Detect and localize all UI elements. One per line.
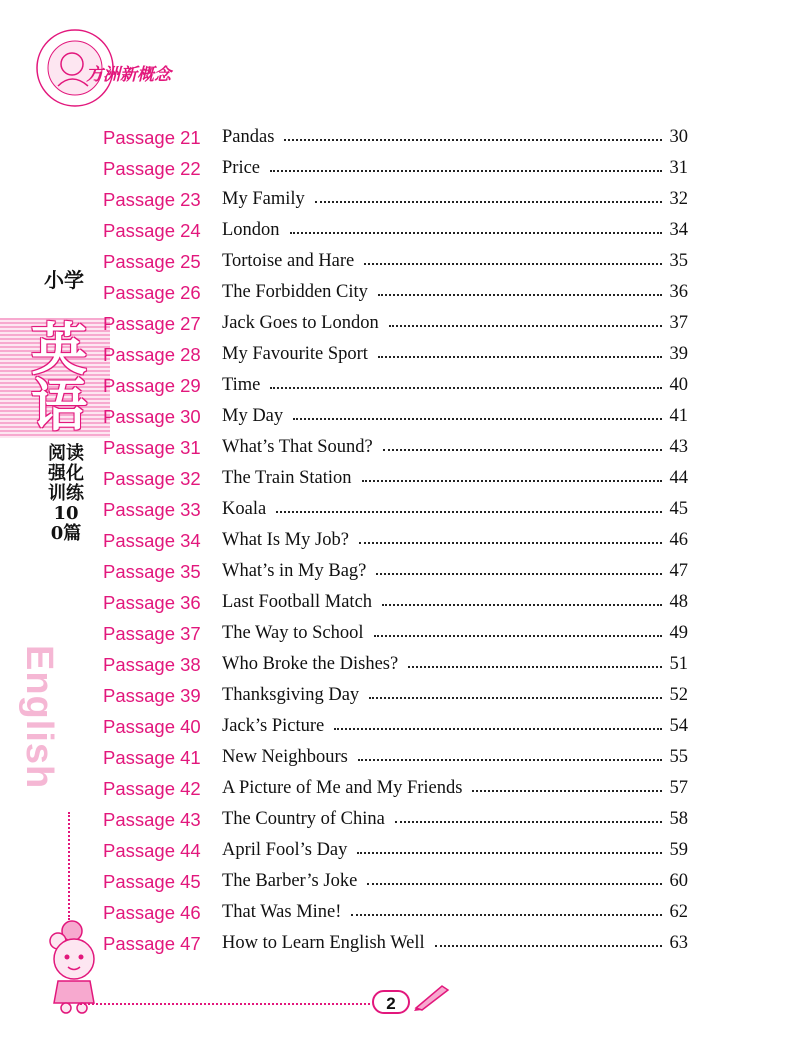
passage-page-number: 49 <box>669 623 688 643</box>
dot-leader <box>315 201 662 203</box>
passage-number: Passage 33 <box>103 498 201 520</box>
dot-leader <box>270 170 662 172</box>
toc-entry[interactable] <box>103 215 688 246</box>
passage-title: Pandas <box>222 127 275 147</box>
passage-title: How to Learn English Well <box>222 933 425 953</box>
passage-page-number: 54 <box>669 716 688 736</box>
dot-leader <box>378 294 662 296</box>
passage-number: Passage 32 <box>103 467 201 489</box>
passage-number: Passage 46 <box>103 901 201 923</box>
passage-page-number: 57 <box>669 778 688 798</box>
passage-page-number: 43 <box>669 437 688 457</box>
passage-number: Passage 28 <box>103 343 201 365</box>
dot-leader <box>435 945 662 947</box>
passage-title: What Is My Job? <box>222 530 349 550</box>
dot-leader <box>358 759 662 761</box>
passage-page-number: 34 <box>669 220 688 240</box>
passage-number: Passage 44 <box>103 839 201 861</box>
passage-page-number: 59 <box>669 840 688 860</box>
passage-title: Koala <box>222 499 267 519</box>
toc-entry[interactable] <box>103 773 688 804</box>
dot-leader <box>334 728 662 730</box>
passage-title: London <box>222 220 280 240</box>
dot-leader <box>362 480 662 482</box>
passage-title: My Family <box>222 189 305 209</box>
passage-page-number: 31 <box>669 158 688 178</box>
passage-page-number: 45 <box>669 499 688 519</box>
passage-title: April Fool’s Day <box>222 840 348 860</box>
table-of-contents <box>103 122 688 959</box>
side-dotted-line <box>68 812 70 920</box>
passage-title: The Train Station <box>222 468 352 488</box>
toc-entry[interactable] <box>103 928 688 959</box>
passage-page-number: 52 <box>669 685 688 705</box>
dot-leader <box>382 604 662 606</box>
passage-title: What’s That Sound? <box>222 437 373 457</box>
toc-entry[interactable] <box>103 897 688 928</box>
passage-title: The Forbidden City <box>222 282 368 302</box>
toc-entry[interactable] <box>103 742 688 773</box>
page-number: 2 <box>372 990 410 1014</box>
passage-page-number: 60 <box>669 871 688 891</box>
dot-leader <box>472 790 662 792</box>
toc-entry[interactable] <box>103 339 688 370</box>
passage-title: What’s in My Bag? <box>222 561 367 581</box>
logo-text: 方洲新概念 <box>86 65 171 85</box>
toc-entry[interactable] <box>103 184 688 215</box>
passage-number: Passage 21 <box>103 126 201 148</box>
toc-entry[interactable] <box>103 246 688 277</box>
passage-number: Passage 36 <box>103 591 201 613</box>
dot-leader <box>293 418 662 420</box>
passage-number: Passage 22 <box>103 157 201 179</box>
passage-number: Passage 38 <box>103 653 201 675</box>
passage-number: Passage 43 <box>103 808 201 830</box>
passage-page-number: 35 <box>669 251 688 271</box>
toc-entry[interactable] <box>103 122 688 153</box>
toc-entry[interactable] <box>103 835 688 866</box>
passage-page-number: 36 <box>669 282 688 302</box>
passage-title: That Was Mine! <box>222 902 342 922</box>
passage-number: Passage 23 <box>103 188 201 210</box>
toc-entry[interactable] <box>103 432 688 463</box>
toc-entry[interactable] <box>103 680 688 711</box>
dot-leader <box>383 449 662 451</box>
passage-number: Passage 42 <box>103 777 201 799</box>
passage-title: Price <box>222 158 261 178</box>
passage-number: Passage 30 <box>103 405 201 427</box>
dot-leader <box>378 356 662 358</box>
toc-entry[interactable] <box>103 711 688 742</box>
passage-page-number: 46 <box>669 530 688 550</box>
toc-entry[interactable] <box>103 463 688 494</box>
side-title-english-subject: 英语 <box>31 317 87 439</box>
passage-number: Passage 27 <box>103 312 201 334</box>
toc-entry[interactable] <box>103 618 688 649</box>
dot-leader <box>374 635 662 637</box>
passage-number: Passage 24 <box>103 219 201 241</box>
dot-leader <box>389 325 662 327</box>
passage-number: Passage 34 <box>103 529 201 551</box>
toc-entry[interactable] <box>103 494 688 525</box>
dot-leader <box>351 914 662 916</box>
toc-entry[interactable] <box>103 277 688 308</box>
passage-page-number: 32 <box>669 189 688 209</box>
passage-title: The Country of China <box>222 809 385 829</box>
dot-leader <box>367 883 662 885</box>
passage-number: Passage 29 <box>103 374 201 396</box>
toc-entry[interactable] <box>103 370 688 401</box>
toc-entry[interactable] <box>103 866 688 897</box>
dot-leader <box>357 852 662 854</box>
passage-title: A Picture of Me and My Friends <box>222 778 463 798</box>
passage-number: Passage 39 <box>103 684 201 706</box>
passage-page-number: 48 <box>669 592 688 612</box>
toc-entry[interactable] <box>103 804 688 835</box>
passage-number: Passage 47 <box>103 932 201 954</box>
passage-page-number: 44 <box>669 468 688 488</box>
passage-title: Time <box>222 375 261 395</box>
passage-page-number: 55 <box>669 747 688 767</box>
passage-title: Last Football Match <box>222 592 373 612</box>
toc-entry[interactable] <box>103 649 688 680</box>
passage-title: The Barber’s Joke <box>222 871 358 891</box>
toc-entry[interactable] <box>103 587 688 618</box>
passage-number: Passage 40 <box>103 715 201 737</box>
dot-leader <box>290 232 662 234</box>
passage-title: New Neighbours <box>222 747 348 767</box>
passage-page-number: 40 <box>669 375 688 395</box>
pen-icon <box>412 982 452 1012</box>
toc-entry[interactable] <box>103 556 688 587</box>
dot-leader <box>359 542 662 544</box>
toc-entry[interactable] <box>103 308 688 339</box>
passage-page-number: 37 <box>669 313 688 333</box>
toc-entry[interactable] <box>103 401 688 432</box>
passage-number: Passage 35 <box>103 560 201 582</box>
passage-page-number: 51 <box>669 654 688 674</box>
side-english-label: English <box>18 645 60 790</box>
dot-leader <box>408 666 662 668</box>
toc-entry[interactable] <box>103 525 688 556</box>
dot-leader <box>270 387 662 389</box>
passage-title: The Way to School <box>222 623 364 643</box>
passage-title: Tortoise and Hare <box>222 251 355 271</box>
passage-number: Passage 41 <box>103 746 201 768</box>
dot-leader <box>364 263 662 265</box>
dot-leader <box>395 821 662 823</box>
publisher-logo <box>20 20 180 115</box>
passage-page-number: 39 <box>669 344 688 364</box>
passage-title: My Day <box>222 406 284 426</box>
passage-number: Passage 45 <box>103 870 201 892</box>
toc-entry[interactable] <box>103 153 688 184</box>
passage-title: Who Broke the Dishes? <box>222 654 399 674</box>
passage-page-number: 62 <box>669 902 688 922</box>
side-title-top: 小学 <box>44 268 84 292</box>
passage-number: Passage 31 <box>103 436 201 458</box>
passage-page-number: 58 <box>669 809 688 829</box>
passage-title: Jack’s Picture <box>222 716 325 736</box>
passage-title: My Favourite Sport <box>222 344 368 364</box>
dot-leader <box>376 573 662 575</box>
dot-leader <box>276 511 662 513</box>
passage-title: Thanksgiving Day <box>222 685 360 705</box>
dot-leader <box>284 139 662 141</box>
side-title-bottom: 阅读强化训练100篇 <box>48 443 84 544</box>
dot-leader <box>369 697 662 699</box>
passage-number: Passage 25 <box>103 250 201 272</box>
passage-title: Jack Goes to London <box>222 313 379 333</box>
passage-number: Passage 37 <box>103 622 201 644</box>
footer-dotted-line <box>80 1003 370 1005</box>
passage-number: Passage 26 <box>103 281 201 303</box>
passage-page-number: 63 <box>669 933 688 953</box>
passage-page-number: 41 <box>669 406 688 426</box>
passage-page-number: 47 <box>669 561 688 581</box>
passage-page-number: 30 <box>669 127 688 147</box>
